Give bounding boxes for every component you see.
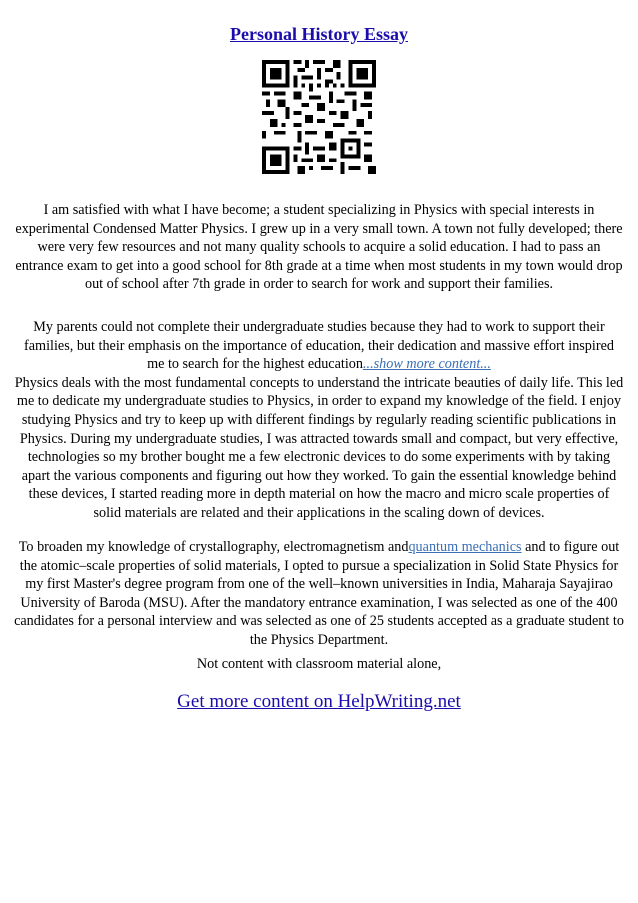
quantum-mechanics-link[interactable]: quantum mechanics [408, 539, 522, 555]
paragraph-physics: Physics deals with the most fundamental concepts to understand the intricate beauties of daily life. This led me to dedicate my undergraduate studies to Physics, in order to expand my knowledge of the field. I enjoy studying Physics and try to keep up with different findings by regularly reading scientific publications in Physics. During my undergraduate studies, I was attracted towards small and compact, but very effective, technologies so my brother bought me a few electronic devices to do some experiments with by taking apart the various components and figuring out how they worked. To gain the essential knowledge behind these devices, I started reading more in depth material on how the macro and micro scale properties of solid materials are related and their applications in the scaling down of devices. [14, 374, 624, 521]
paragraph-closing: Not content with classroom material alone, [196, 656, 442, 672]
paragraph-masters [14, 538, 624, 650]
show-more-link[interactable]: ...show more content... [362, 356, 491, 373]
paragraph-parents-text: My parents could not complete their undergraduate studies because they had to work to support their families, but their emphasis on the importance of education, their dedication and massive effort inspired me to search for the highest education [24, 319, 614, 373]
paragraph-masters-after: and to figure out the atomic–scale properties of solid materials, I opted to pursue a specialization in Solid State Physics for my first Master's degree program from one of the well–known universities in India, Maharaja Sayajirao University of Baroda (MSU). After the mandatory entrance examination, I was selected as one of the 400 candidates for a personal interview and was selected as one of 25 students accepted as a graduate student to the Physics Department. [14, 539, 624, 648]
paragraph-intro: I am satisfied with what I have become; a student specializing in Physics with special interests in experimental Condensed Matter Physics. I grew up in a very small town. A town not fully developed; there were very few resources and not many quality schools to acquire a solid education. I had to pass an entrance exam to get into a good school for 8th grade at a time when most students in my town would drop out of school after 7th grade in order to search for work and support their families. [15, 202, 623, 293]
paragraph-masters-before: To broaden my knowledge of crystallography, electromagnetism and [18, 539, 409, 555]
essay-title[interactable]: Personal History Essay [230, 24, 408, 44]
get-more-content-link[interactable]: Get more content on HelpWriting.net [177, 691, 461, 712]
paragraph-parents [14, 318, 624, 523]
qr-code-icon [262, 60, 376, 174]
